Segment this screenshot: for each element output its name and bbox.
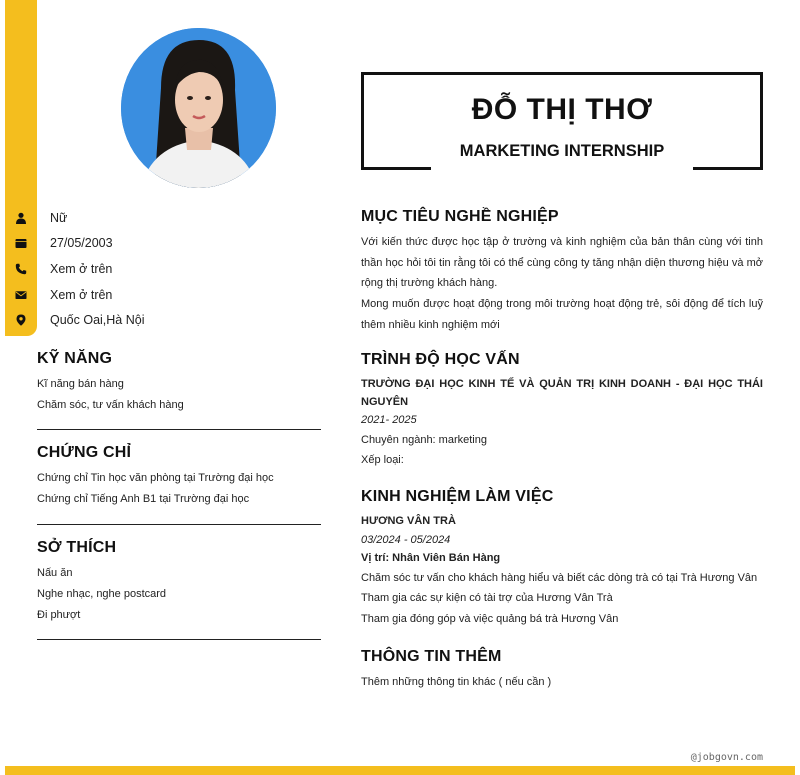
experience-task: Tham gia các sự kiện có tài trợ của Hương Vân Trà bbox=[361, 592, 613, 605]
education-period: 2021- 2025 bbox=[361, 414, 417, 426]
title-box-border-right bbox=[693, 167, 763, 170]
certificate-item: Chứng chỉ Tiếng Anh B1 tại Trường đại học bbox=[37, 493, 250, 505]
objective-section bbox=[361, 208, 763, 336]
experience-task: Chăm sóc tư vấn cho khách hàng hiểu và biết các dòng trà có tại Trà Hương Vân bbox=[361, 571, 758, 584]
contact-gender-value: Nữ bbox=[50, 210, 68, 225]
name-title-box bbox=[361, 72, 763, 170]
job-position: MARKETING INTERNSHIP bbox=[459, 142, 665, 160]
objective-paragraph: Mong muốn được hoạt động trong môi trường hoạt động trẻ, sôi động để tích luỹ thêm nhiều kinh nghiệm mới bbox=[361, 298, 763, 331]
education-major: Chuyên ngành: marketing bbox=[361, 433, 487, 446]
certificate-item: Chứng chỉ Tin học văn phòng tại Trường đại học bbox=[37, 472, 274, 484]
objective-paragraph: Với kiến thức được học tập ở trường và kinh nghiệm của bản thân cùng với tinh thần học hỏi tôi tin rằng tôi có thể cùng công ty tăng nhận diện thương hiệu và mở rộng thị trường khách hàng. bbox=[361, 236, 763, 290]
skills-heading: KỸ NĂNG bbox=[37, 350, 113, 367]
contact-list bbox=[5, 205, 145, 333]
education-rank: Xếp loại: bbox=[361, 454, 404, 467]
experience-heading: KINH NGHIỆM LÀM VIỆC bbox=[361, 488, 554, 505]
contact-address bbox=[5, 307, 145, 333]
skill-item: Chăm sóc, tư vấn khách hàng bbox=[37, 399, 184, 411]
education-section bbox=[361, 351, 763, 471]
contact-phone bbox=[5, 256, 113, 282]
experience-section bbox=[361, 488, 763, 630]
objective-heading: MỤC TIÊU NGHỀ NGHIỆP bbox=[361, 208, 559, 225]
profile-photo bbox=[121, 28, 276, 188]
school-name: TRƯỜNG ĐẠI HỌC KINH TẾ VÀ QUẢN TRỊ KINH DOANH - ĐẠI HỌC THÁI NGUYÊN bbox=[361, 378, 763, 408]
experience-task: Tham gia đóng góp và việc quảng bá trà Hương Vân bbox=[361, 612, 619, 625]
candidate-name: ĐỖ THỊ THƠ bbox=[471, 93, 653, 126]
hobby-item: Nấu ăn bbox=[37, 567, 73, 579]
footer-accent-bar bbox=[5, 766, 795, 775]
education-heading: TRÌNH ĐỘ HỌC VẤN bbox=[361, 351, 520, 368]
additional-info-text: Thêm những thông tin khác ( nếu cần ) bbox=[361, 676, 552, 688]
hobbies-heading: SỞ THÍCH bbox=[37, 539, 117, 556]
section-divider bbox=[37, 639, 321, 640]
contact-email-value: Xem ở trên bbox=[50, 287, 113, 302]
company-name: HƯƠNG VÂN TRÀ bbox=[361, 515, 456, 527]
mail-icon bbox=[5, 289, 37, 301]
skill-item: Kĩ năng bán hàng bbox=[37, 378, 124, 390]
contact-birthdate bbox=[5, 231, 113, 257]
contact-phone-value: Xem ở trên bbox=[50, 261, 113, 276]
person-icon bbox=[5, 212, 37, 224]
calendar-icon bbox=[5, 237, 37, 249]
contact-gender bbox=[5, 205, 68, 231]
experience-role: Vị trí: Nhân Viên Bán Hàng bbox=[361, 552, 501, 564]
certificates-heading: CHỨNG CHỈ bbox=[37, 444, 132, 461]
profile-photo-image bbox=[121, 28, 276, 188]
contact-address-value: Quốc Oai,Hà Nội bbox=[50, 313, 145, 328]
location-pin-icon bbox=[5, 314, 37, 326]
certificates-section bbox=[37, 444, 321, 510]
title-box-border-left bbox=[361, 167, 431, 170]
additional-info-heading: THÔNG TIN THÊM bbox=[361, 648, 502, 665]
section-divider bbox=[37, 429, 321, 430]
hobby-item: Đi phượt bbox=[37, 609, 81, 621]
hobby-item: Nghe nhạc, nghe postcard bbox=[37, 588, 167, 600]
contact-email bbox=[5, 282, 113, 308]
phone-icon bbox=[5, 263, 37, 275]
experience-period: 03/2024 - 05/2024 bbox=[361, 533, 451, 546]
contact-birthdate-value: 27/05/2003 bbox=[50, 236, 113, 251]
additional-info-section bbox=[361, 648, 763, 693]
skills-section bbox=[37, 350, 321, 416]
hobbies-section bbox=[37, 539, 321, 626]
section-divider bbox=[37, 524, 321, 525]
watermark: @jobgovn.com bbox=[690, 752, 763, 763]
